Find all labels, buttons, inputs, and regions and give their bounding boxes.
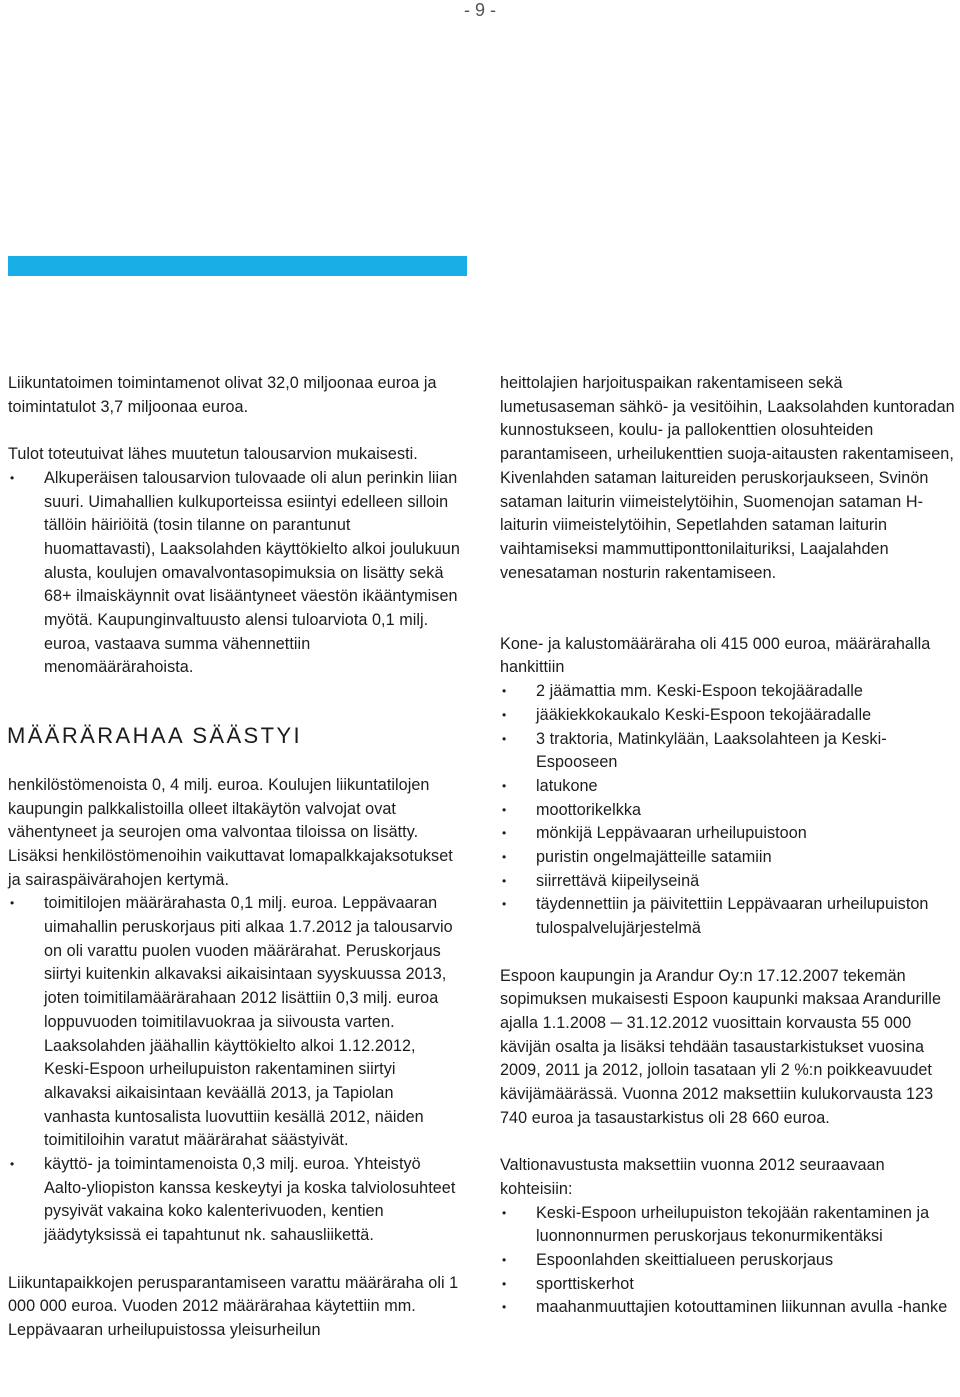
kalusto-list (500, 680, 960, 941)
list-item: • sporttiskerhot (500, 1273, 960, 1297)
section-heading: MÄÄRÄRAHAA SÄÄSTYI (7, 723, 303, 749)
perusparannus-paragraph: Liikuntapaikkojen perusparantamiseen varattu määräraha oli 1 000 000 euroa. Vuoden 2012 määrärahaa käytettiin mm. Leppävaaran urheilupuistossa yleisurheilun (8, 1273, 459, 1339)
left-column (8, 372, 463, 1343)
list-item: • Espoonlahden skeittialueen peruskorjaus (500, 1249, 960, 1273)
list-item: • latukone (500, 775, 960, 799)
intro-paragraph-2: Tulot toteutuivat lähes muutetun talousarvion mukaisesti. (8, 445, 418, 464)
list-item: • 3 traktoria, Matinkylään, Laaksolahteen ja Keski-Espooseen (500, 728, 960, 775)
arandur-paragraph: Espoon kaupungin ja Arandur Oy:n 17.12.2007 tekemän sopimuksen mukaisesti Espoon kaupunki maksaa Arandurille ajalla 1.1.2008 ─ 31.12.2012 vuosittain korvausta 55 000 kävijän osalta ja lisäksi tehdään tasaustarkistukset vuosina 2009, 2011 ja 2012, jolloin tasataan yli 2 %:n poikkeavuudet kävijämäärässä. Vuonna 2012 maksettiin kulukorvausta 123 740 euroa ja tasaustarkistus oli 28 660 euroa. (500, 966, 941, 1127)
savings-paragraph: henkilöstömenoista 0, 4 milj. euroa. Koulujen liikuntatilojen kaupungin palkkalistoilla olleet iltakäytön valvojat ovat vähentyneet ja seurojen oma valvontaa tiloissa on lisätty. Lisäksi henkilöstömenoihin vaikuttavat lomapalkkajaksotukset ja sairaspäivärahojen kertymä. (8, 775, 453, 889)
list-item: • siirrettävä kiipeilyseinä (500, 870, 960, 894)
list-item: • Keski-Espoon urheilupuiston tekojään rakentaminen ja luonnonnurmen peruskorjaus tekonurmikentäksi (500, 1202, 960, 1249)
list-item: • toimitilojen määrärahasta 0,1 milj. euroa. Leppävaaran uimahallin peruskorjaus piti alkaa 1.7.2012 ja talousarvio on oli varattu puolen vuoden määrärahat. Peruskorjaus siirtyi kuitenkin alkavaksi aikaisintaan syyskuussa 2013, joten toimitilamäärärahaan 2012 lisättiin 0,3 milj. euroa loppuvuoden toimitilavuokraa ja siivousta varten. Laaksolahden jäähallin käyttökielto alkoi 1.12.2012, Keski-Espoon urheilupuiston rakentaminen siirtyi alkavaksi aikaisintaan keväällä 2013, ja Tapiolan vanhasta kuntosalista luovuttiin kesällä 2012, näiden toimitiloihin varatut määrärahat säästyivät. (8, 892, 463, 1153)
list-item: • moottorikelkka (500, 799, 960, 823)
page-number: - 9 - (463, 0, 496, 20)
list-item: • 2 jäämattia mm. Keski-Espoon tekojääradalle (500, 680, 960, 704)
valtionavustus-intro: Valtionavustusta maksettiin vuonna 2012 seuraavaan kohteisiin: (500, 1156, 885, 1198)
savings-bullet-list (8, 892, 463, 1248)
intro-bullet-list (8, 467, 463, 680)
list-item: • jääkiekkokaukalo Keski-Espoon tekojääradalle (500, 704, 960, 728)
list-item: • käyttö- ja toimintamenoista 0,3 milj. euroa. Yhteistyö Aalto-yliopiston kanssa keskeytyi ja koska talviolosuhteet pysyivät vakaina koko kalenterivuoden, kentien jäädytyksissä ei tapahtunut nk. sahausliikettä. (8, 1153, 463, 1248)
list-item: • mönkijä Leppävaaran urheilupuistoon (500, 822, 960, 846)
intro-paragraph-1: Liikuntatoimen toimintamenot olivat 32,0 miljoonaa euroa ja toimintatulot 3,7 miljoonaa euroa. (8, 374, 437, 416)
list-item: • puristin ongelmajätteille satamiin (500, 846, 960, 870)
list-item: • maahanmuuttajien kotouttaminen liikunnan avulla -hanke (500, 1296, 960, 1320)
right-column (500, 372, 960, 1320)
list-item: • Alkuperäisen talousarvion tulovaade oli alun perinkin liian suuri. Uimahallien kulkuporteissa esiintyi edelleen silloin tällöin häiriöitä (tosin tilanne on parantunut huomattavasti), Laaksolahden käyttökielto alkoi joulukuun alusta, koulujen omavalvontasopimuksia on lisätty sekä 68+ ilmaiskäynnit ovat lisääntyneet väestön ikääntymisen myötä. Kaupunginvaltuusto alensi tuloarviota 0,1 milj. euroa, vastaava summa vähennettiin menomäärärahoista. (8, 467, 463, 680)
kalusto-intro: Kone- ja kalustomääräraha oli 415 000 euroa, määrärahalla hankittiin (500, 634, 931, 677)
list-item: • täydennettiin ja päivitettiin Leppävaaran urheilupuiston tulospalvelujärjestelmä (500, 893, 960, 940)
valtionavustus-list (500, 1202, 960, 1321)
section-accent-bar (8, 256, 467, 276)
continued-paragraph: heittolajien harjoituspaikan rakentamiseen sekä lumetusaseman sähkö- ja vesitöihin, Laaksolahden kuntoradan kunnostukseen, koulu- ja pallokenttien olosuhteiden parantamiseen, urheilukenttien suoja-aitausten rakentamiseen, Kivenlahden sataman laitureiden peruskorjaukseen, Svinön sataman laiturin viimeistelytöihin, Suomenojan sataman H-laiturin viimeistelytöihin, Sepetlahden sataman laiturin vaihtamiseksi mammuttiponttonilaituriksi, Laajalahden venesataman nosturin rakentamiseen. (500, 374, 955, 582)
